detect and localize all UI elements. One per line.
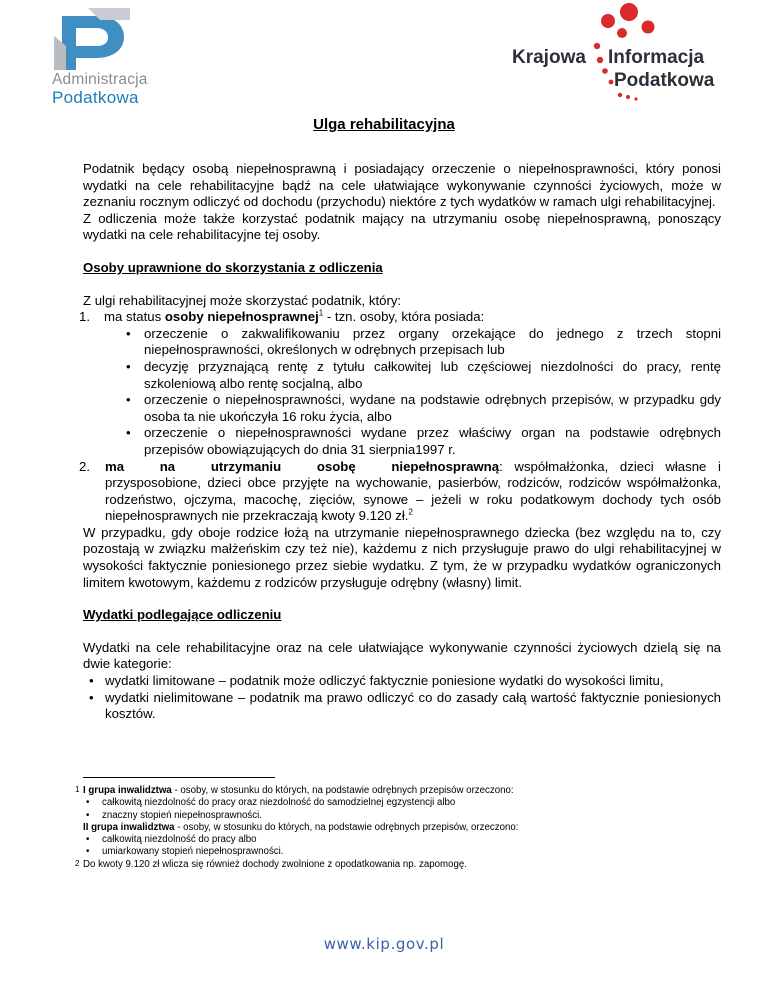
section1-closing: W przypadku, gdy oboje rodzice łożą na utrzymanie niepełnosprawnego dziecka (bez względu na to, czy pozostają w związku małżeńskim czy też nie), każdemu z nich przysługuje prawo do ulgi rehabilitacyjnej w wysokości faktycznie poniesionego przez siebie wydatku. Z tym, że w przypadku wydatków ograniczonych limitem kwotowym, każdemu z rodziców przysługuje odrębny (własny) limit. (83, 524, 721, 590)
document-body (79, 161, 721, 723)
list-item: • wydatki nielimitowane – podatnik ma prawo odliczyć co do zasady całą wartość faktycznie poniesionych kosztów. (89, 689, 721, 722)
list-item: • decyzję przyznającą rentę z tytułu całkowitej lub częściowej niezdolności do pracy, rentę szkoleniową albo rentę socjalną, albo (126, 358, 721, 391)
list-item: • znaczny stopień niepełnosprawności. (86, 809, 262, 821)
item-number: 1. (79, 309, 90, 325)
list-item: • orzeczenie o niepełnosprawności, wydane na podstawie odrębnych przepisów, w przypadku gdy osoba ta nie ukończyła 16 roku życia, albo (126, 392, 721, 424)
item1-post: - tzn. osoby, która posiada: (323, 309, 485, 325)
bullet-icon: • (126, 358, 131, 374)
item2-bold: ma na utrzymaniu osobę niepełnosprawną (105, 458, 500, 474)
footnote-group1-list (83, 797, 723, 822)
item-number: 2. (79, 458, 90, 474)
footer-url-link[interactable]: www.kip.gov.pl (323, 935, 445, 953)
footnote-group1-label: I grupa inwalidztwa (83, 785, 172, 796)
footnote-group2-label: II grupa inwalidztwa (83, 821, 175, 833)
item1-pre: ma status (104, 309, 165, 325)
bullet-icon: • (86, 834, 90, 846)
bullet-icon: • (86, 846, 90, 858)
eligibility-bullets (83, 326, 721, 459)
logo-text-line2: Podatkowa (52, 88, 139, 107)
bullet-icon: • (89, 673, 94, 689)
footnote-2-text: Do kwoty 9.120 zł wlicza się również dochody zwolnione z opodatkowania np. zapomogę. (83, 858, 467, 870)
numbered-item-1 (79, 308, 721, 326)
footnote-number: 1 (75, 785, 80, 794)
list-item: • wydatki limitowane – podatnik może odliczyć faktycznie poniesione wydatki do wysokości limitu, (89, 673, 664, 689)
expense-category-bullets (83, 673, 721, 723)
list-item: • umiarkowany stopień niepełnosprawności. (86, 846, 284, 858)
list-item: • orzeczenie o zakwalifikowaniu przez organy orzekające do jednego z trzech stopni niepełnosprawności, określonych w odrębnych przepisach lub (126, 325, 721, 358)
logo-text-line1: Administracja (52, 71, 148, 88)
bullet-icon: • (89, 689, 94, 705)
intro-paragraph-2: Z odliczenia może także korzystać podatnik mający na utrzymaniu osobę niepełnosprawną, ponoszący wydatki na cele rehabilitacyjne tej osoby. (83, 210, 721, 243)
list-item: • całkowitą niezdolność do pracy oraz niezdolność do samodzielnej egzystencji albo (86, 797, 456, 809)
footnote-ref-2: 2 (408, 507, 413, 517)
bullet-icon: • (126, 325, 131, 341)
bullet-icon: • (126, 392, 131, 408)
section-heading-expenses: Wydatki podlegające odliczeniu (83, 607, 282, 623)
footnote-group2 (83, 822, 723, 834)
item2-text: : współmałżonka, dzieci własne i przysposobione, dzieci obce przyjęte na wychowanie, pasierbów, rodziców, rodziców współmałżonka, rodzeństwo, ojczyma, macochę, zięciów, synowe – jeżeli w roku podatkowym dochody tych osób niepełnosprawnych nie przekraczają kwoty 9.120 zł. (105, 458, 721, 524)
bullet-icon: • (86, 809, 90, 821)
section1-lead: Z ulgi rehabilitacyjnej może skorzystać podatnik, który: (83, 292, 402, 308)
logo-word-informacja: Informacja (608, 47, 705, 68)
page-title: Ulga rehabilitacyjna (313, 116, 455, 133)
ap-emblem-icon (52, 6, 132, 72)
numbered-item-2 (79, 458, 721, 525)
logo-word-podatkowa: Podatkowa (614, 70, 715, 91)
item1-bold: osoby niepełnosprawnej (164, 309, 319, 325)
list-item: • orzeczenie o niepełnosprawności wydane przez właściwy organ na podstawie odrębnych przepisów obowiązujących do dnia 31 sierpnia1997 r. (126, 425, 721, 457)
footnote-group1-text: - osoby, w stosunku do których, na podstawie odrębnych przepisów orzeczono: (171, 785, 514, 796)
footnotes (75, 785, 723, 871)
footnote-1 (75, 785, 723, 797)
footnote-number: 2 (75, 858, 80, 868)
section-heading-eligible: Osoby uprawnione do skorzystania z odliczenia (83, 259, 383, 275)
administracja-podatkowa-logo (52, 6, 192, 110)
footnote-group2-list (83, 834, 723, 859)
footnote-ref-1: 1 (318, 308, 324, 318)
intro-paragraph-1: Podatnik będący osobą niepełnosprawną i posiadający orzeczenie o niepełnosprawności, który ponosi wydatki na cele rehabilitacyjne bądź na cele ułatwiające wykonywanie czynności życiowych, może w zeznaniu rocznym odliczyć od dochodu (przychodu) niektóre z tych wydatków w ramach ulgi rehabilitacyjnej. (83, 161, 721, 210)
list-item: • całkowitą niezdolność do pracy albo (86, 834, 257, 846)
bullet-icon: • (86, 797, 90, 809)
kip-logo (512, 0, 722, 105)
footnote-group2-text: - osoby, w stosunku do których, na podstawie odrębnych przepisów, orzeczono: (174, 821, 519, 833)
logo-word-krajowa: Krajowa (512, 47, 586, 68)
section2-lead: Wydatki na cele rehabilitacyjne oraz na cele ułatwiające wykonywanie czynności życiowych dzielą się na dwie kategorie: (83, 639, 721, 672)
bullet-icon: • (126, 425, 131, 441)
footnote-separator (83, 777, 275, 778)
footnote-2 (75, 858, 723, 871)
